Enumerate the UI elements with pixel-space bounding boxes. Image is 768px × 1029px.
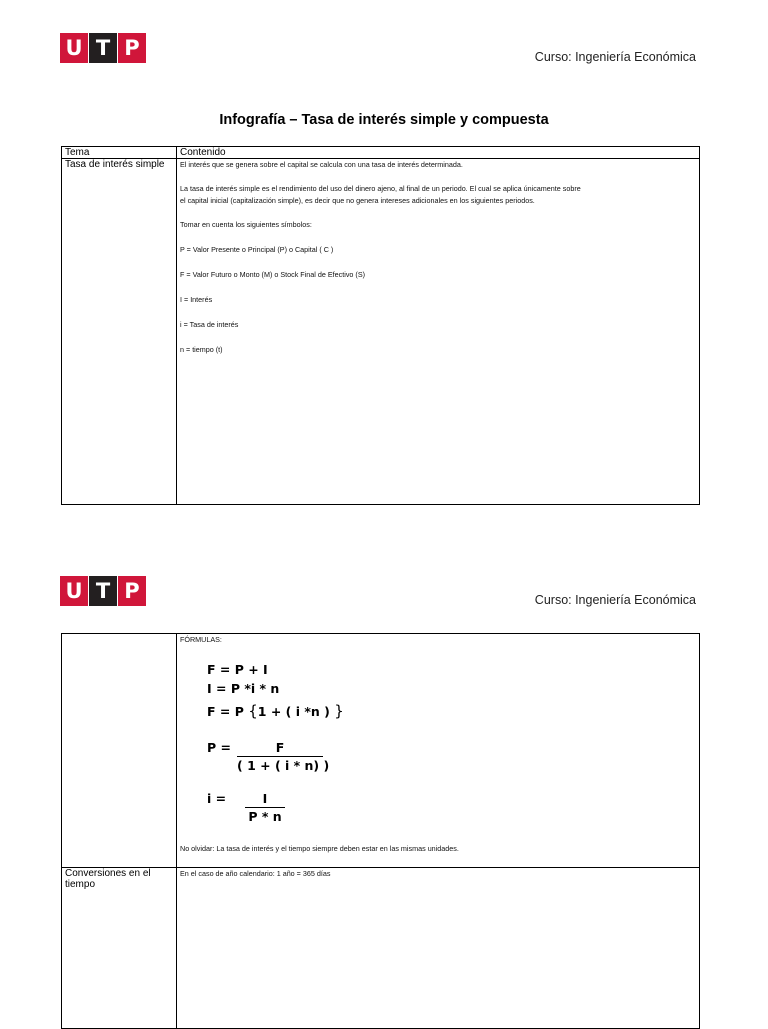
utp-logo: [60, 33, 147, 63]
fraction-bar: [245, 807, 285, 808]
note-line: No olvidar: La tasa de interés y el tiempo siempre deben estar en las mismas unidades.: [180, 844, 459, 853]
content-line: En el caso de año calendario: 1 año = 365 días: [180, 869, 331, 878]
course-label: Curso: Ingeniería Económica: [534, 593, 696, 607]
row-content: [177, 868, 700, 1029]
content-line: I = Interés: [180, 295, 213, 304]
content-line: La tasa de interés simple es el rendimiento del uso del dinero ajeno, al final de un periodo. El cual se aplica únicamente sobre: [180, 184, 581, 193]
row-topic: Conversiones en el tiempo: [62, 868, 177, 1029]
row-topic: Tasa de interés simple: [62, 159, 177, 505]
table-row: [62, 159, 700, 505]
formula-rate: [245, 791, 285, 824]
logo-letter-u: U: [60, 576, 88, 606]
content-line: n = tiempo (t): [180, 345, 223, 354]
row-content: [177, 159, 700, 505]
formula-p-lhs: P =: [207, 740, 231, 755]
formulas-heading: FÓRMULAS:: [180, 635, 222, 644]
logo-letter-u: U: [60, 33, 88, 63]
content-table: [61, 633, 700, 1029]
column-header-tema: Tema: [62, 147, 177, 159]
content-line: Tomar en cuenta los siguientes símbolos:: [180, 220, 312, 229]
logo-letter-p: P: [118, 576, 146, 606]
content-line: el capital inicial (capitalización simple), es decir que no genera intereses adicionales en los siguientes periodos.: [180, 196, 535, 205]
course-label: Curso: Ingeniería Económica: [534, 50, 696, 64]
formula-future-value: F = P {1 + ( i *n ) }: [207, 702, 344, 720]
formula-present-value: [237, 740, 330, 773]
formula-f: F = P + I: [207, 662, 268, 677]
fraction-bar: [237, 756, 323, 757]
content-line: P = Valor Presente o Principal (P) o Capital ( C ): [180, 245, 334, 254]
formula-interest: I = P *i * n: [207, 681, 280, 696]
table-row: [62, 634, 700, 868]
row-topic: [62, 634, 177, 868]
page-title: Infografía – Tasa de interés simple y compuesta: [219, 112, 549, 128]
column-header-contenido: Contenido: [177, 147, 700, 159]
content-table: [61, 146, 700, 505]
formula-i-lhs: i =: [207, 791, 227, 806]
utp-logo: [60, 576, 147, 606]
row-content: [177, 634, 700, 868]
fraction-numerator: F: [275, 740, 285, 755]
table-row: [62, 868, 700, 1029]
logo-letter-t: T: [89, 576, 117, 606]
content-line: El interés que se genera sobre el capital se calcula con una tasa de interés determinada.: [180, 160, 463, 169]
content-line: i = Tasa de interés: [180, 320, 239, 329]
fraction-denominator: ( 1 + ( i * n) ): [237, 758, 330, 773]
fraction-numerator: I: [262, 791, 268, 806]
fraction-denominator: P * n: [248, 809, 282, 824]
content-line: F = Valor Futuro o Monto (M) o Stock Final de Efectivo (S): [180, 270, 366, 279]
table-header-row: [62, 147, 700, 159]
logo-letter-p: P: [118, 33, 146, 63]
logo-letter-t: T: [89, 33, 117, 63]
formulas-block: [180, 634, 696, 866]
